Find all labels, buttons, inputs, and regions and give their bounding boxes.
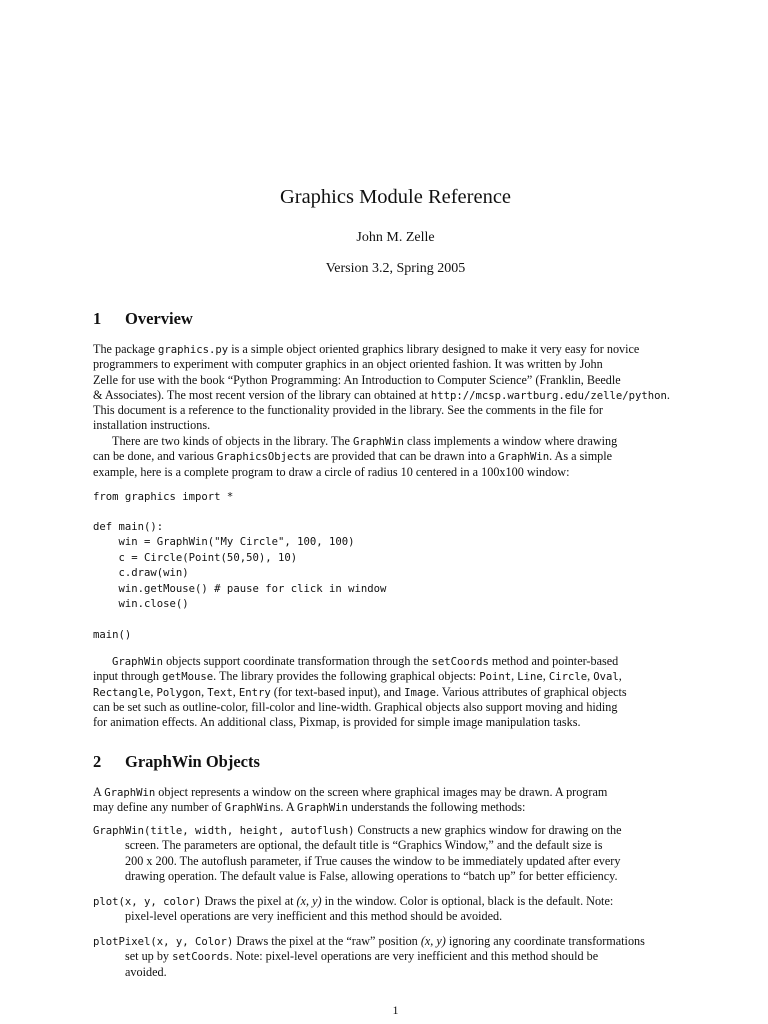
graphwin-intro-paragraph [93, 785, 698, 816]
text-run: can be done, and various [93, 449, 217, 464]
method-signature: plot(x, y, color) [93, 896, 202, 908]
url-link[interactable]: http://mcsp.wartburg.edu/zelle/python [430, 389, 667, 402]
text-run: , [150, 684, 157, 699]
math-inline: (x, y) [296, 894, 322, 908]
section-heading-graphwin-objects [93, 752, 260, 772]
code-line: c.draw(win) [93, 567, 189, 579]
text-run: input through [93, 669, 163, 684]
text-run: . Note: pixel-level operations are very inefficient and this method should be [229, 949, 599, 964]
text-run: & Associates). The most recent version of the library can obtained at [93, 387, 431, 402]
document-version: Version 3.2, Spring 2005 [325, 261, 466, 276]
text-run: , [542, 669, 549, 684]
code-line: from graphics import * [93, 491, 234, 503]
text-run: class implements a window where drawing [404, 434, 618, 448]
text-run: Draws the pixel at [201, 894, 297, 908]
code-line: c = Circle(Point(50,50), 10) [93, 552, 298, 564]
text-run: set up by [125, 949, 173, 964]
text-run: s are provided that can be drawn into a [306, 449, 499, 464]
text-line: for animation effects. An additional class, Pixmap, is provided for simple image manipulation tasks. [93, 715, 581, 730]
code-line: main() [93, 629, 132, 641]
text-run: in the window. Color is optional, black is the default. Note: [321, 894, 614, 908]
document-title: Graphics Module Reference [279, 186, 512, 208]
code-inline: Image [404, 686, 436, 699]
text-line: can be set such as outline-color, fill-color and line-width. Graphical objects also support moving and hiding [93, 699, 618, 714]
text-run: (for text-based input), and [270, 684, 405, 699]
text-run: The package [93, 342, 158, 356]
code-inline: GraphWin [112, 656, 164, 668]
text-line: installation instructions. [93, 418, 211, 433]
overview-paragraph-3 [93, 654, 698, 730]
text-run: is a simple object oriented graphics library designed to make it very easy for novice [228, 342, 640, 356]
text-run: A [93, 785, 105, 799]
text-run: s. A [275, 800, 298, 815]
code-inline: Oval [593, 671, 619, 684]
text-run: , [511, 669, 518, 684]
overview-paragraph-1 [93, 342, 698, 434]
text-run: , [587, 669, 594, 684]
method-definition-graphwin [93, 823, 698, 884]
code-inline: Text [207, 686, 233, 699]
code-line: win = GraphWin("My Circle", 100, 100) [93, 536, 355, 548]
text-run: Constructs a new graphics window for drawing on the [354, 823, 622, 837]
code-inline: Circle [548, 671, 588, 684]
text-run: . As a simple [549, 449, 613, 464]
text-line: This document is a reference to the functionality provided in the library. See the comments in the file for [93, 403, 603, 418]
section-title: Overview [125, 309, 193, 328]
section-number: 1 [93, 309, 102, 328]
overview-paragraph-2 [93, 434, 698, 480]
text-run: may define any number of [93, 800, 225, 815]
text-run: , [232, 684, 239, 699]
text-run: , [618, 669, 622, 684]
text-run: There are two kinds of objects in the library. The [112, 434, 353, 448]
text-line: example, here is a complete program to draw a circle of radius 10 centered in a 100x100 window: [93, 464, 570, 479]
text-run: . [666, 387, 670, 402]
section-heading-overview [93, 309, 193, 329]
section-title: GraphWin Objects [125, 752, 260, 771]
text-line: programmers to experiment with computer graphics in an object oriented fashion. It was written by John [93, 357, 603, 372]
text-run: object represents a window on the screen where graphical images may be drawn. A program [155, 785, 608, 799]
section-number: 2 [93, 752, 102, 771]
text-run: . The library provides the following graphical objects: [213, 669, 480, 684]
code-inline: Line [517, 671, 543, 684]
method-signature: GraphWin(title, width, height, autoflush) [93, 825, 355, 837]
code-inline: GraphWin [297, 802, 349, 815]
code-inline: GraphWin [498, 451, 550, 464]
text-line: pixel-level operations are very inefficient and this method should be avoided. [125, 909, 503, 924]
text-line: drawing operation. The default value is False, allowing operations to “batch up” for better efficiency. [125, 868, 618, 883]
math-inline: (x, y) [420, 934, 446, 948]
code-inline: setCoords [172, 951, 230, 964]
text-run: ignoring any coordinate transformations [445, 934, 645, 948]
text-line: avoided. [125, 964, 167, 979]
code-inline: setCoords [431, 656, 489, 668]
method-signature: plotPixel(x, y, Color) [93, 936, 234, 948]
code-line: def main(): [93, 521, 164, 533]
code-inline: GraphicsObject [216, 451, 307, 464]
text-line: screen. The parameters are optional, the default title is “Graphics Window,” and the default size is [125, 838, 603, 853]
method-definition-plot [93, 894, 698, 925]
text-line: Zelle for use with the book “Python Programming: An Introduction to Computer Science” (Franklin, Beedle [93, 372, 621, 387]
text-run: Draws the pixel at the “raw” position [233, 934, 421, 948]
code-inline: graphics.py [157, 344, 229, 356]
text-run: objects support coordinate transformation through the [163, 654, 432, 668]
text-run: understands the following methods: [348, 800, 526, 815]
page-number: 1 [392, 1003, 399, 1017]
document-author: John M. Zelle [356, 230, 435, 245]
code-inline: getMouse [162, 671, 214, 684]
code-line: win.close() [93, 598, 189, 610]
text-run: , [201, 684, 208, 699]
text-line: 200 x 200. The autoflush parameter, if True causes the window to be immediately updated after every [125, 853, 621, 868]
text-run: method and pointer-based [488, 654, 619, 668]
code-inline: Entry [238, 686, 271, 699]
code-inline: GraphWin [104, 787, 156, 799]
code-inline: GraphWin [224, 802, 276, 815]
code-line: win.getMouse() # pause for click in window [93, 583, 387, 595]
code-inline: Rectangle [93, 686, 151, 699]
method-definition-plotpixel [93, 934, 698, 980]
text-run: . Various attributes of graphical objects [435, 684, 627, 699]
code-inline: Polygon [156, 686, 202, 699]
code-inline: GraphWin [352, 436, 404, 448]
code-inline: Point [479, 671, 512, 684]
